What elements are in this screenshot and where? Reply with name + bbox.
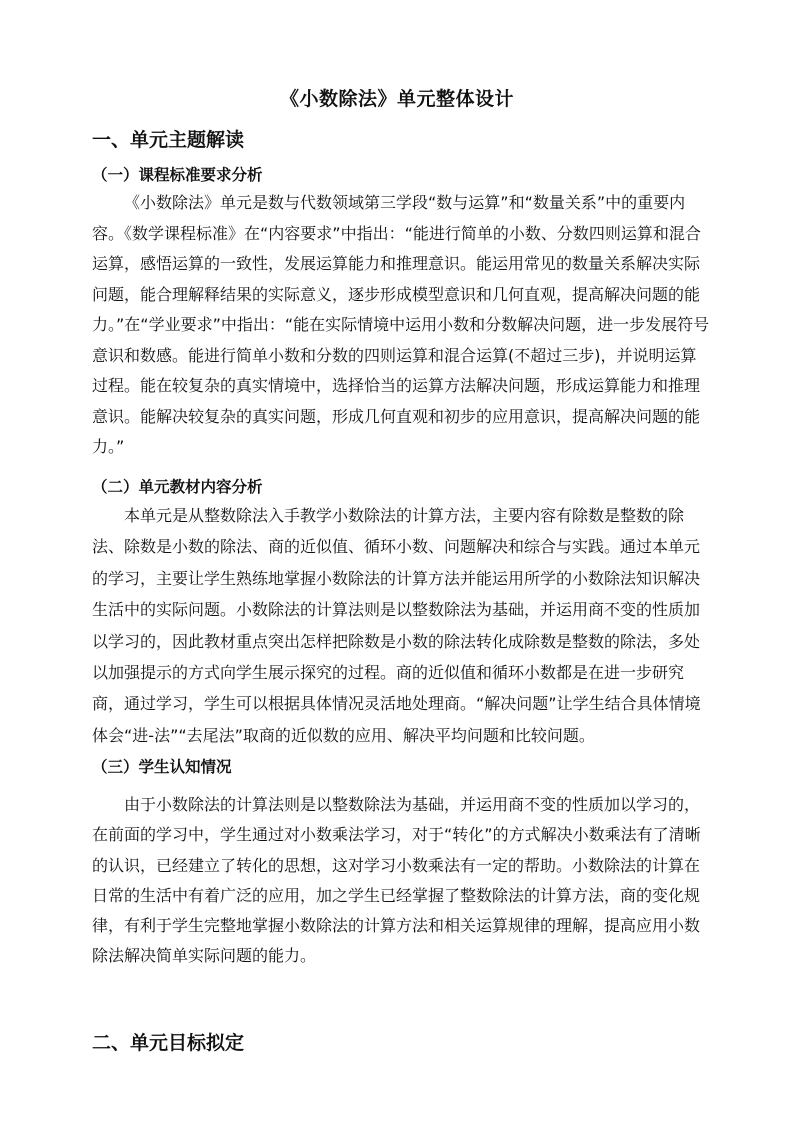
subsection-heading-curriculum-standards: （一）课程标准要求分析: [92, 166, 263, 184]
paragraph-curriculum-standards: 《小数除法》单元是数与代数领域第三学段“数与运算”和“数量关系”中的重要内容。《数学课程标准》在“内容要求”中指出：“能进行简单的小数、分数四则运算和混合运算，感悟运算的一致性，发展运算能力和推理意识。能运用常见的数量关系解决实际问题，能合理解释结果的实际意义，逐步形成模型意识和几何直观，提高解决问题的能力。”在“学业要求”中指出：“能在实际情境中运用小数和分数解决问题，进一步发展符号意识和数感。能进行简单小数和分数的四则运算和混合运算(不超过三步)，并说明运算过程。能在较复杂的真实情境中，选择恰当的运算方法解决问题，形成运算能力和推理意识。能解决较复杂的真实问题，形成几何直观和初步的应用意识，提高解决问题的能力。”: [92, 193, 710, 456]
section-heading-unit-goals: 二、单元目标拟定: [92, 1032, 245, 1054]
section-heading-unit-theme: 一、单元主题解读: [92, 129, 245, 151]
paragraph-student-cognition: 由于小数除法的计算法则是以整数除法为基础，并运用商不变的性质加以学习的，在前面的学习中，学生通过对小数乘法学习，对于“转化”的方式解决小数乘法有了清晰的认识，已经建立了转化的思想，这对学习小数乘法有一定的帮助。小数除法的计算在日常的生活中有着广泛的应用，加之学生已经掌握了整数除法的计算方法，商的变化规律，有利于学生完整地掌握小数除法的计算方法和相关运算规律的理解，提高应用小数除法解决简单实际问题的能力。: [92, 795, 701, 966]
subsection-heading-student-cognition: （三）学生认知情况: [92, 758, 232, 776]
paragraph-textbook-content: 本单元是从整数除法入手教学小数除法的计算方法，主要内容有除数是整数的除法、除数是小数的除法、商的近似值、循环小数、问题解决和综合与实践。通过本单元的学习，主要让学生熟练地掌握小数除法的计算方法并能运用所学的小数除法知识解决生活中的实际问题。小数除法的计算法则是以整数除法为基础，并运用商不变的性质加以学习的，因此教材重点突出怎样把除数是小数的除法转化成除数是整数的除法，多处以加强提示的方式向学生展示探究的过程。商的近似值和循环小数都是在进一步研究商，通过学习，学生可以根据具体情况灵活地处理商。“解决问题”让学生结合具体情境体会“进-法”“去尾法”取商的近似数的应用、解决平均问题和比较问题。: [92, 506, 701, 745]
subsection-heading-textbook-content: （二）单元教材内容分析: [92, 478, 263, 496]
document-title: 《小数除法》单元整体设计: [279, 88, 514, 110]
